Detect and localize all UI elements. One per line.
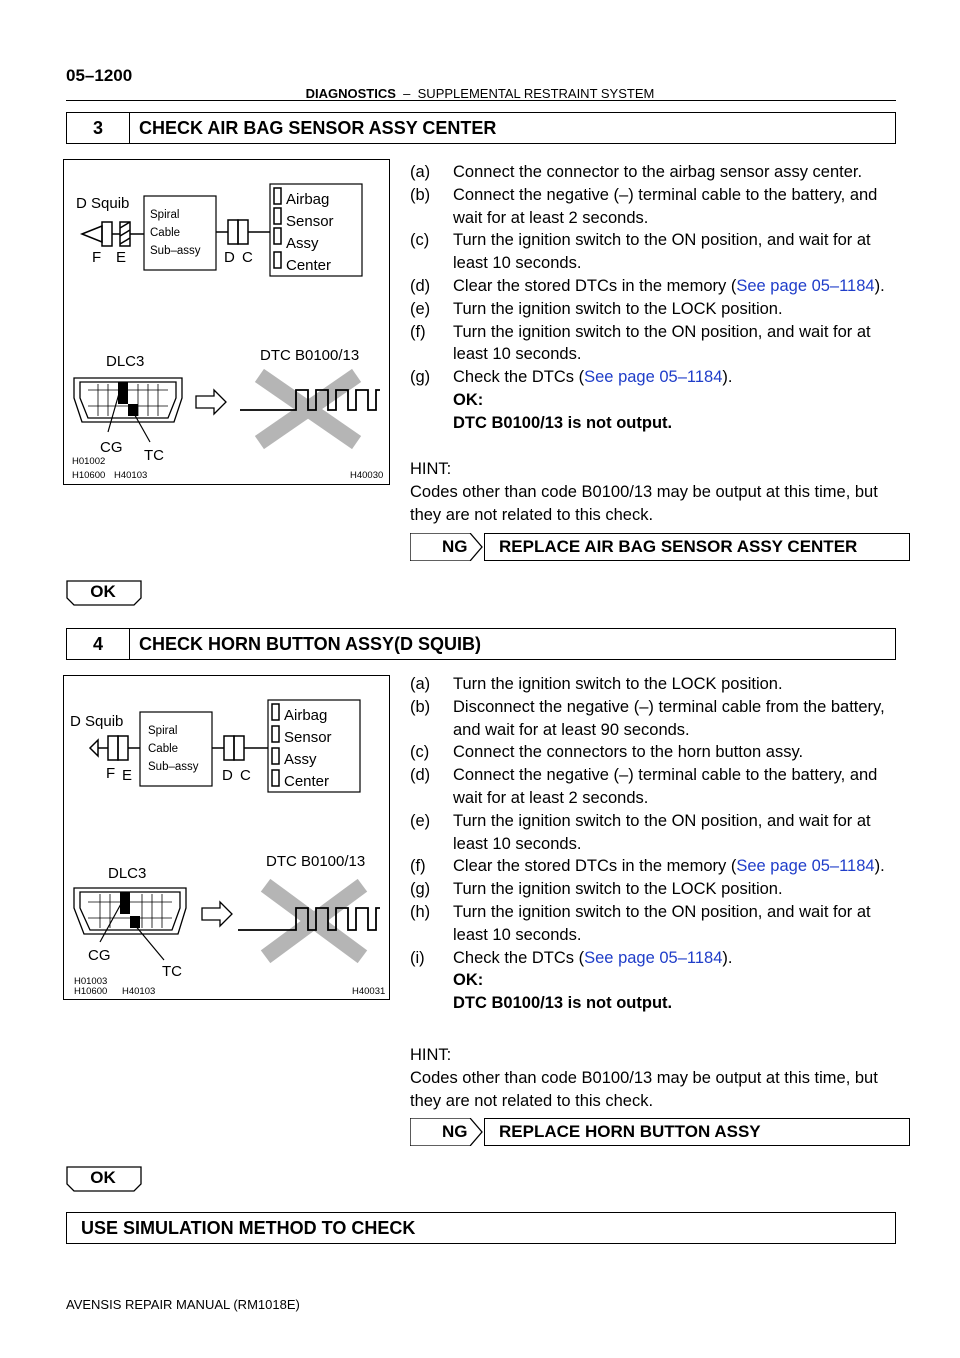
- procedure-item: (b) Connect the negative (–) terminal cable to the battery, and wait for at least 2 seconds.: [410, 185, 878, 227]
- ok-label: OK:: [453, 971, 484, 990]
- subsection-title: SUPPLEMENTAL RESTRAINT SYSTEM: [417, 86, 655, 101]
- label-c: C: [240, 767, 251, 784]
- arrow-icon: [196, 390, 226, 414]
- figure-id: H40031: [352, 986, 386, 997]
- ok-label: OK: [90, 1168, 116, 1187]
- d-squib-connector: [90, 736, 140, 760]
- spiral-cable-line1: Spiral: [150, 209, 180, 221]
- ok-criteria: DTC B0100/13 is not output.: [453, 994, 673, 1013]
- procedure-item: (c) Turn the ignition switch to the ON position, and wait for at least 10 seconds.: [410, 231, 871, 273]
- airbag-line4: Center: [284, 773, 330, 790]
- step-number: 4: [67, 629, 130, 659]
- procedure-item: (e) Turn the ignition switch to the LOCK position.: [410, 299, 783, 318]
- procedure-item: (f) Clear the stored DTCs in the memory (See page 05–1184).: [410, 857, 885, 876]
- procedure-item: (a) Connect the connector to the airbag sensor assy center.: [410, 163, 863, 181]
- procedure-item: (e) Turn the ignition switch to the ON position, and wait for at least 10 seconds.: [410, 811, 871, 853]
- see-page-link[interactable]: See page 05–1184: [584, 368, 723, 387]
- spiral-cable-line2: Cable: [150, 227, 181, 239]
- procedure-item: (i) Check the DTCs (See page 05–1184).: [410, 948, 733, 967]
- footer: AVENSIS REPAIR MANUAL (RM1018E): [66, 1297, 300, 1312]
- dlc3-label: DLC3: [106, 353, 145, 370]
- final-action-box: [66, 1212, 896, 1244]
- ok-label: OK:: [453, 390, 484, 409]
- ok-label: OK: [90, 582, 116, 601]
- label-f: F: [92, 249, 102, 266]
- spiral-cable-line3: Sub–assy: [150, 245, 201, 257]
- header-rule: [66, 100, 896, 101]
- d-squib-label: D Squib: [76, 195, 130, 212]
- procedure-item: (c) Connect the connectors to the horn button assy.: [410, 743, 804, 762]
- airbag-line1: Airbag: [286, 191, 330, 208]
- ng-label: NG: [442, 1122, 468, 1141]
- cg-label: CG: [88, 947, 111, 964]
- wiring-diagram: [64, 676, 389, 999]
- procedure-item: (b) Disconnect the negative (–) terminal cable from the battery, and wait for at least 90 seconds.: [410, 697, 885, 739]
- tc-terminal: [130, 916, 140, 928]
- label-c: C: [242, 249, 253, 266]
- step-title: CHECK AIR BAG SENSOR ASSY CENTER: [139, 118, 497, 138]
- step-4-procedure: [410, 673, 896, 1015]
- running-header: [0, 86, 960, 101]
- dtc-label: DTC B0100/13: [260, 347, 360, 364]
- step-3-procedure: [410, 161, 896, 435]
- figure-ref-2: H10600: [72, 470, 106, 481]
- spiral-cable-line2: Cable: [148, 743, 179, 755]
- step-4-ng-row: [410, 1118, 896, 1146]
- label-e: E: [122, 767, 133, 784]
- procedure-item: (f) Turn the ignition switch to the ON position, and wait for at least 10 seconds.: [410, 322, 871, 364]
- tc-label: TC: [144, 447, 164, 464]
- figure-ref-2: H10600: [74, 986, 108, 997]
- d-squib-label: D Squib: [70, 713, 124, 730]
- label-e: E: [116, 249, 127, 266]
- cg-label: CG: [100, 439, 123, 456]
- airbag-line2: Sensor: [286, 213, 334, 230]
- ng-action-box: REPLACE AIR BAG SENSOR ASSY CENTER: [484, 533, 910, 561]
- step-4-header: [66, 628, 896, 660]
- spiral-cable-line3: Sub–assy: [148, 761, 199, 773]
- dc-connector: [212, 736, 268, 760]
- figure-ref-1: H01002: [72, 456, 106, 467]
- step-4-figure: [63, 675, 390, 1000]
- figure-ref-3: H40103: [114, 470, 148, 481]
- final-action-text: USE SIMULATION METHOD TO CHECK: [81, 1218, 416, 1238]
- step-number: 3: [67, 113, 130, 143]
- figure-id: H40030: [350, 470, 384, 481]
- hint-label: HINT:: [410, 460, 452, 478]
- label-d: D: [222, 767, 233, 784]
- cross-mark-icon: [272, 890, 356, 952]
- airbag-line1: Airbag: [284, 707, 328, 724]
- see-page-link[interactable]: See page 05–1184: [584, 948, 723, 967]
- airbag-line2: Sensor: [284, 729, 332, 746]
- ng-action-box: REPLACE HORN BUTTON ASSY: [484, 1118, 910, 1146]
- label-d: D: [224, 249, 235, 266]
- step-3-figure: [63, 159, 390, 485]
- wiring-diagram: [64, 160, 389, 484]
- step-3-header: [66, 112, 896, 144]
- procedure-item: (d) Clear the stored DTCs in the memory (See page 05–1184).: [410, 276, 885, 295]
- figure-ref-1: H01003: [74, 976, 108, 987]
- dc-connector: [216, 220, 270, 244]
- step-3-hint: [410, 458, 896, 526]
- hint-label: HINT:: [410, 1046, 452, 1064]
- see-page-link[interactable]: See page 05–1184: [736, 276, 875, 295]
- procedure-item: (g) Check the DTCs (See page 05–1184).: [410, 368, 733, 387]
- hint-text: Codes other than code B0100/13 may be output at this time, but they are not related to this check.: [410, 482, 878, 524]
- airbag-line4: Center: [286, 257, 332, 274]
- procedure-item: (g) Turn the ignition switch to the LOCK position.: [410, 880, 783, 899]
- airbag-terminals: [274, 188, 281, 268]
- airbag-line3: Assy: [286, 235, 319, 252]
- step-title: CHECK HORN BUTTON ASSY(D SQUIB): [139, 634, 482, 654]
- header-separator: –: [403, 86, 411, 101]
- dtc-label: DTC B0100/13: [266, 853, 366, 870]
- d-squib-connector: [82, 222, 146, 246]
- tc-label: TC: [162, 963, 182, 980]
- airbag-line3: Assy: [284, 751, 317, 768]
- hint-text: Codes other than code B0100/13 may be output at this time, but they are not related to this check.: [410, 1068, 878, 1110]
- tc-terminal: [128, 404, 138, 416]
- spiral-cable-line1: Spiral: [148, 725, 178, 737]
- procedure-item: (d) Connect the negative (–) terminal cable to the battery, and wait for at least 2 seconds.: [410, 766, 878, 807]
- ng-label: NG: [442, 537, 468, 556]
- dlc3-label: DLC3: [108, 865, 147, 882]
- arrow-icon: [202, 902, 232, 926]
- ok-criteria: DTC B0100/13 is not output.: [453, 413, 673, 432]
- label-f: F: [106, 765, 116, 782]
- step-4-hint: [410, 1044, 896, 1112]
- page-number: 05–1200: [66, 66, 133, 85]
- figure-ref-3: H40103: [122, 986, 156, 997]
- see-page-link[interactable]: See page 05–1184: [736, 857, 875, 876]
- procedure-item: (a) Turn the ignition switch to the LOCK position.: [410, 675, 783, 693]
- section-title: DIAGNOSTICS: [305, 86, 396, 101]
- procedure-item: (h) Turn the ignition switch to the ON position, and wait for at least 10 seconds.: [410, 902, 871, 944]
- step-3-ng-row: [410, 533, 896, 561]
